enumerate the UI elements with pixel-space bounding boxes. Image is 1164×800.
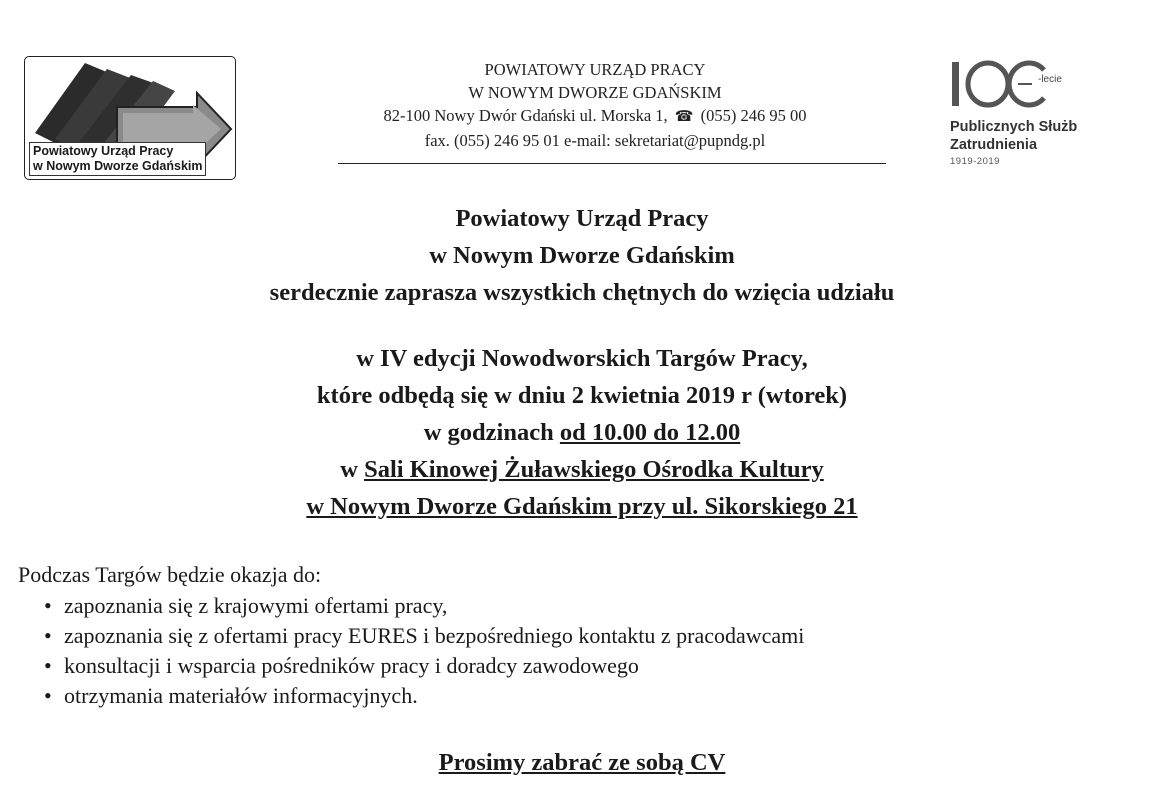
event-venue: Sali Kinowej Żuławskiego Ośrodka Kultury: [364, 456, 824, 483]
list-item: • zapoznania się z ofertami pracy EURES i bezpośredniego kontaktu z pracodawcami: [44, 621, 804, 651]
letterhead-phone: (055) 246 95 00: [700, 106, 807, 125]
title-line1: Powiatowy Urząd Pracy: [455, 205, 709, 232]
centenary-logo-graphic: [946, 56, 1146, 116]
centenary-suffix: -lecie: [1038, 74, 1062, 85]
event-hours: od 10.00 do 12.00: [559, 419, 741, 446]
event-hours-line: [0, 414, 1164, 451]
phone-icon: ☎: [674, 109, 694, 125]
event-edition: w IV edycji Nowodworskich Targów Pracy,: [356, 345, 808, 372]
letterhead-line1: POWIATOWY URZĄD PRACY: [484, 60, 706, 79]
closing-note: [0, 746, 1164, 780]
logo-text-line1: Powiatowy Urząd Pracy: [33, 144, 174, 158]
list-item: • otrzymania materiałów informacyjnych.: [44, 681, 804, 711]
bullet-icon: •: [44, 653, 52, 678]
event-hours-prefix: w godzinach: [423, 419, 560, 446]
event-venue-prefix: w: [340, 456, 365, 483]
bullet-icon: •: [44, 593, 52, 618]
opportunities-list: [44, 591, 804, 711]
pup-logo: [24, 56, 236, 180]
letterhead-line2: W NOWYM DWORZE GDAŃSKIM: [468, 83, 722, 102]
centenary-logo: [946, 56, 1146, 176]
letterhead-fax-email: fax. (055) 246 95 01 e-mail: sekretariat@pupndg.pl: [424, 131, 766, 150]
title-line3: serdecznie zaprasza wszystkich chętnych do wzięcia udziału: [269, 279, 895, 306]
letterhead-divider: [338, 163, 886, 164]
invitation-title: [0, 200, 1164, 311]
closing-text: Prosimy zabrać ze sobą CV: [438, 749, 726, 776]
opportunities-intro: Podczas Targów będzie okazja do:: [18, 562, 322, 587]
bullet-icon: •: [44, 683, 52, 708]
event-details: [0, 340, 1164, 525]
event-address: w Nowym Dworze Gdańskim przy ul. Sikorskiego 21: [306, 493, 858, 520]
centenary-line1: Publicznych Służb: [950, 119, 1078, 135]
centenary-years: 1919-2019: [950, 156, 1000, 167]
list-item: • konsultacji i wsparcia pośredników pracy i doradcy zawodowego: [44, 651, 804, 681]
letterhead: [300, 58, 890, 152]
event-date: które odbędą się w dniu 2 kwietnia 2019 r (wtorek): [316, 382, 848, 409]
title-line2: w Nowym Dworze Gdańskim: [429, 242, 735, 269]
list-item: • zapoznania się z krajowymi ofertami pracy,: [44, 591, 804, 621]
letterhead-address-line: [300, 104, 890, 129]
event-venue-line: [0, 451, 1164, 488]
logo-text-line2: w Nowym Dworze Gdańskim: [33, 159, 203, 173]
bullet-icon: •: [44, 623, 52, 648]
letterhead-address: 82-100 Nowy Dwór Gdański ul. Morska 1,: [383, 106, 668, 125]
centenary-line2: Zatrudnienia: [950, 137, 1038, 153]
